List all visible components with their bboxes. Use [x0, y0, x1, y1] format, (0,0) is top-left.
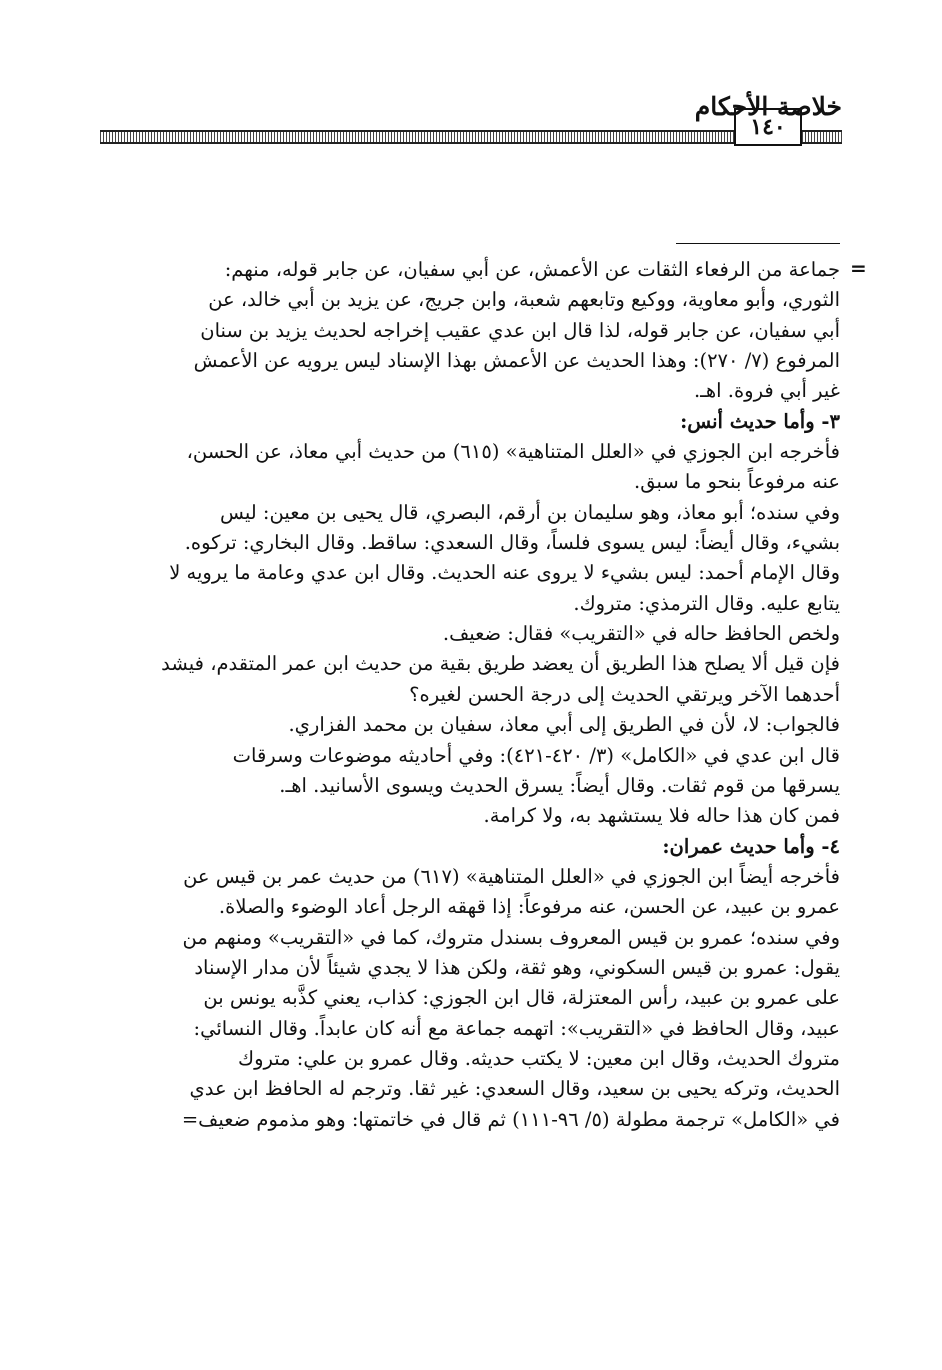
- text-line: عبيد، وقال الحافظ في «التقريب»: اتهمه جماعة مع أنه كان عابداً. وقال النسائي:: [193, 1016, 840, 1040]
- text-line: المرفوع (٧/ ٢٧٠): وهذا الحديث عن الأعمش بهذا الإسناد ليس يرويه عن الأعمش: [193, 349, 840, 373]
- text-line: متروك الحديث، وقال ابن معين: لا يكتب حديثه. وقال عمرو بن علي: متروك: [238, 1046, 840, 1070]
- text-line: يتابع عليه. وقال الترمذي: متروك.: [573, 591, 840, 615]
- text-line: عنه مرفوعاً بنحو ما سبق.: [634, 470, 840, 494]
- page-number: ١٤٠: [734, 108, 802, 146]
- text-line: جماعة من الرفعاء الثقات عن الأعمش، عن أبي سفيان، عن جابر قوله، منهم:: [224, 258, 840, 281]
- header-rule: [100, 130, 842, 144]
- text-line: الثوري، وأبو معاوية، ووكيع وتابعهم شعبة، وابن جريج، عن يزيد بن أبي خالد، عن: [208, 288, 840, 312]
- text-line: غير أبي فروة. اهـ.: [693, 379, 840, 403]
- text-line: عمرو بن عبيد، عن الحسن، عنه مرفوعاً: إذا قهقه الرجل أعاد الوضوء والصلاة.: [218, 895, 840, 919]
- text-line: الحديث، وتركه يحيى بن سعيد، وقال السعدي: غير ثقا. وترجم له الحافظ ابن عدي: [189, 1077, 840, 1101]
- text-line: يقول: عمرو بن قيس السكوني، وهو ثقة، ولكن هذا لا يجدي شيئاً لأن مدار الإسناد: [194, 955, 840, 979]
- text-line: في «الكامل» ترجمة مطولة (٥/ ٩٦-١١١) ثم قال في خاتمتها: وهو مذموم ضعيف=: [181, 1107, 840, 1131]
- text-line: فإن قيل ألا يصلح هذا الطريق أن يعضد طريق بقية من حديث ابن عمر المتقدم، فيشد: [161, 652, 840, 676]
- footnote-text-block: [100, 255, 840, 1135]
- text-line: فالجواب: لا، لأن في الطريق إلى أبي معاذ، سفيان بن محمد الفزاري.: [288, 713, 840, 737]
- continuation-mark: =: [850, 256, 867, 280]
- section-heading-line: ٤- وأما حديث عمران:: [662, 834, 840, 858]
- text-line: وفي سنده؛ أبو معاذ، وهو سليمان بن أرقم، البصري، قال يحيى بن معين: ليس: [220, 500, 840, 524]
- text-line: فمن كان هذا حاله فلا يستشهد به، ولا كرامة.: [483, 804, 840, 828]
- text-line: أحدهما الآخر ويرتقي الحديث إلى درجة الحسن لغيره؟: [409, 682, 840, 706]
- text-line: قال ابن عدي في «الكامل» (٣/ ٤٢٠-٤٢١): وفي أحاديثه موضوعات وسرقات: [232, 743, 840, 767]
- text-line: أبي سفيان، عن جابر قوله، لذا قال ابن عدي عقيب إخراجه لحديث يزيد بن سنان: [200, 318, 840, 342]
- text-line: فأخرجه أيضاً ابن الجوزي في «العلل المتناهية» (٦١٧) من حديث عمر بن قيس عن: [183, 864, 840, 888]
- text-line: وفي سنده؛ عمرو بن قيس المعروف بسندل متروك، كما في «التقريب» ومنهم من: [182, 925, 840, 949]
- text-line: ولخص الحافظ حاله في «التقريب» فقال: ضعيف.: [442, 622, 840, 646]
- text-line: يسرقها من قوم ثقات. وقال أيضاً: يسرق الحديث ويسوى الأسانيد. اهـ.: [279, 773, 840, 797]
- section-heading-line: ٣- وأما حديث أنس:: [680, 409, 840, 433]
- text-line: وقال الإمام أحمد: ليس بشيء لا يروى عنه الحديث. وقال ابن عدي وعامة ما يرويه لا: [169, 561, 840, 585]
- page-header: [100, 92, 842, 154]
- text-line: بشيء، وقال أيضاً: ليس يسوى فلساً، وقال السعدي: ساقط. وقال البخاري: تركوه.: [184, 531, 840, 555]
- footnote-separator-rule: [676, 243, 840, 244]
- text-line: على عمرو بن عبيد، رأس المعتزلة، قال ابن الجوزي: كذاب، يعني كذَّبه يونس بن: [203, 986, 840, 1010]
- text-line: فأخرجه ابن الجوزي في «العلل المتناهية» (٦١٥) من حديث أبي معاذ، عن الحسن،: [186, 440, 840, 464]
- running-title: خلاصة الأحكام: [694, 92, 842, 121]
